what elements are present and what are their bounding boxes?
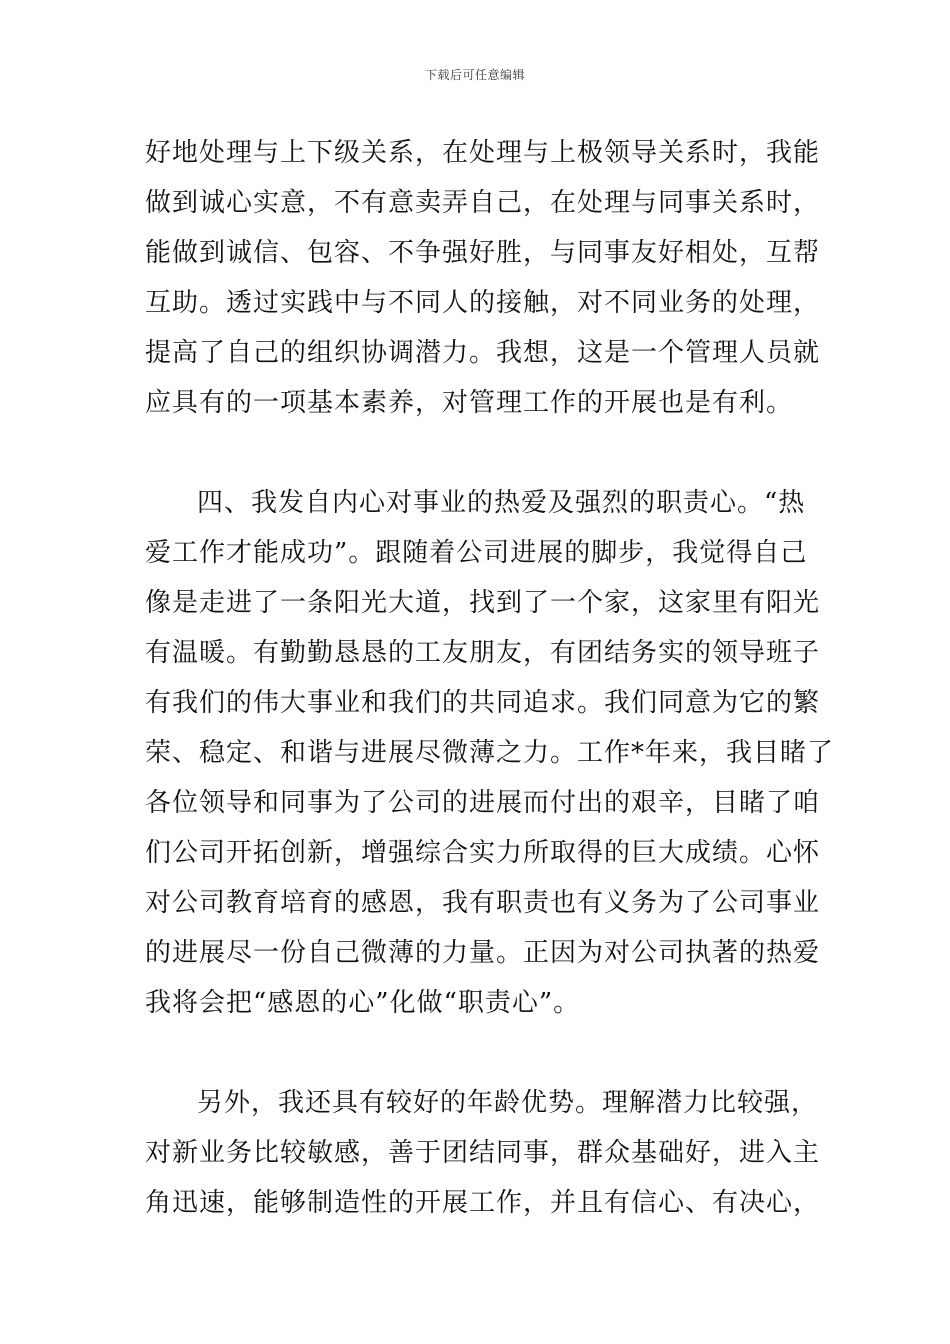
paragraph-1 bbox=[145, 128, 821, 428]
text-line: 有我们的伟大事业和我们的共同追求。我们同意为它的繁 bbox=[145, 688, 821, 718]
text-line: 像是走进了一条阳光大道，找到了一个家，这家里有阳光 bbox=[145, 588, 821, 618]
text-line: 有温暖。有勤勤恳恳的工友朋友，有团结务实的领导班子 bbox=[145, 638, 821, 668]
page-header: 下载后可任意编辑 bbox=[424, 68, 525, 82]
text-line: 提高了自己的组织协调潜力。我想，这是一个管理人员就 bbox=[145, 338, 821, 368]
text-line: 互助。透过实践中与不同人的接触，对不同业务的处理， bbox=[145, 288, 821, 318]
text-line: 对公司教育培育的感恩，我有职责也有义务为了公司事业 bbox=[145, 888, 821, 918]
text-line: 做到诚心实意，不有意卖弄自己，在处理与同事关系时， bbox=[145, 188, 821, 218]
text-line: 好地处理与上下级关系，在处理与上极领导关系时，我能 bbox=[145, 138, 821, 168]
text-line: 角迅速，能够制造性的开展工作，并且有信心、有决心， bbox=[145, 1188, 821, 1218]
text-line: 另外，我还具有较好的年龄优势。理解潜力比较强， bbox=[197, 1088, 819, 1118]
text-line: 我将会把“感恩的心”化做“职责心”。 bbox=[145, 988, 581, 1018]
text-line: 对新业务比较敏感，善于团结同事，群众基础好，进入主 bbox=[145, 1138, 821, 1168]
paragraph-3 bbox=[145, 1078, 821, 1228]
document-body bbox=[145, 128, 835, 1228]
text-line: 的进展尽一份自己微薄的力量。正因为对公司执著的热爱 bbox=[145, 938, 821, 968]
text-line: 爱工作才能成功”。跟随着公司进展的脚步，我觉得自己 bbox=[145, 538, 808, 568]
text-line: 各位领导和同事为了公司的进展而付出的艰辛，目睹了咱 bbox=[145, 788, 821, 818]
paragraph-2 bbox=[145, 478, 835, 1028]
text-line: 们公司开拓创新，增强综合实力所取得的巨大成绩。心怀 bbox=[145, 838, 821, 868]
paragraph-gap bbox=[145, 1028, 815, 1078]
text-line: 应具有的一项基本素养，对管理工作的开展也是有利。 bbox=[145, 388, 794, 418]
text-line: 能做到诚信、包容、不争强好胜，与同事友好相处，互帮 bbox=[145, 238, 821, 268]
text-line: 荣、稳定、和谐与进展尽微薄之力。工作*年来，我目睹了 bbox=[145, 738, 835, 768]
paragraph-gap bbox=[145, 428, 815, 478]
text-line: 四、我发自内心对事业的热爱及强烈的职责心。“热 bbox=[197, 488, 806, 518]
